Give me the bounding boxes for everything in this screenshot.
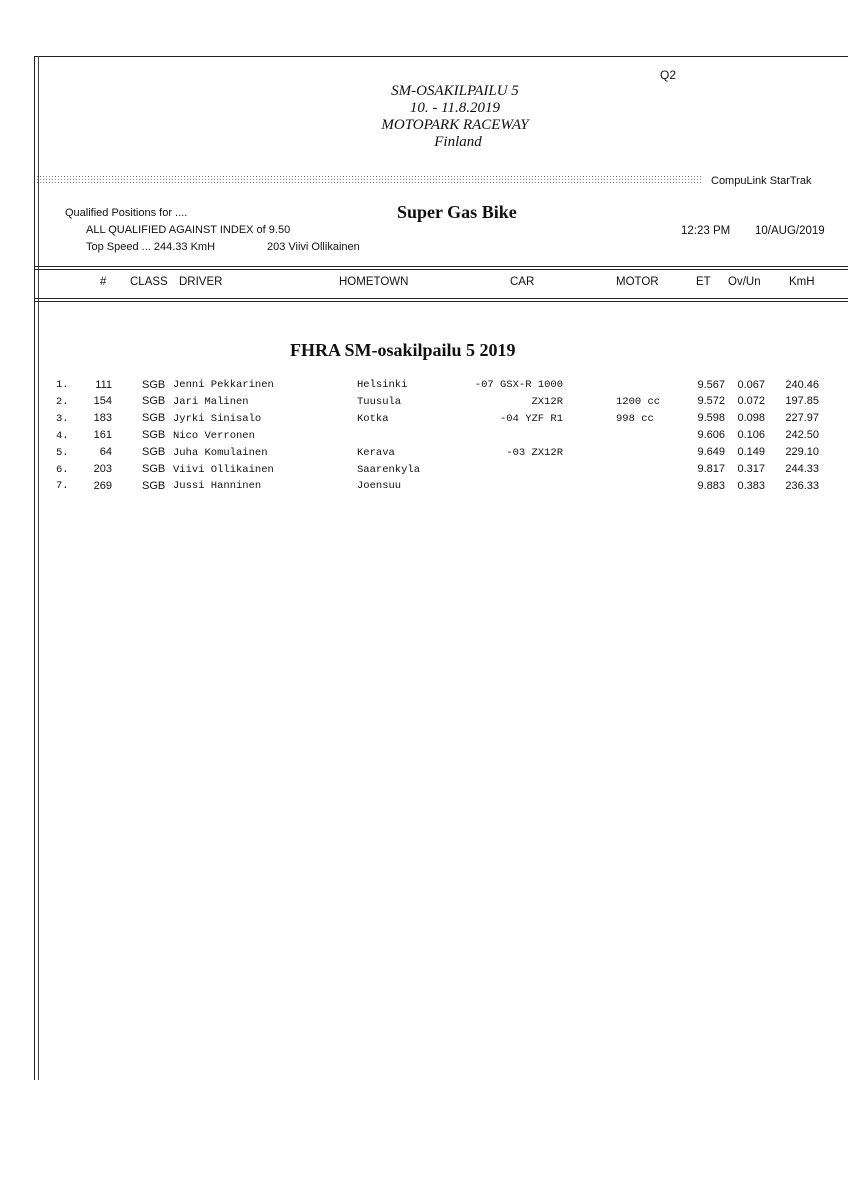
session-label: Q2 bbox=[660, 68, 677, 82]
row-kmh: 240.46 bbox=[785, 378, 819, 391]
row-number: 64 bbox=[99, 446, 112, 459]
class-title: Super Gas Bike bbox=[397, 202, 517, 222]
row-driver: Juha Komulainen bbox=[173, 446, 268, 459]
row-position: 5. bbox=[56, 446, 69, 459]
top-speed-driver: 203 Viivi Ollikainen bbox=[267, 241, 360, 253]
row-kmh: 229.10 bbox=[785, 446, 819, 459]
row-class: SGB bbox=[142, 446, 166, 459]
row-class: SGB bbox=[142, 463, 166, 475]
row-ovun: 0.106 bbox=[737, 429, 765, 442]
column-header-et: ET bbox=[696, 276, 711, 288]
header-rule-top bbox=[34, 266, 848, 267]
row-kmh: 236.33 bbox=[785, 479, 819, 492]
row-class: SGB bbox=[142, 429, 166, 442]
column-header-car: CAR bbox=[510, 276, 535, 288]
row-ovun: 0.072 bbox=[737, 395, 765, 408]
row-car: -03 ZX12R bbox=[506, 446, 563, 459]
row-et: 9.649 bbox=[697, 446, 725, 459]
qualified-positions-label: Qualified Positions for .... bbox=[65, 207, 188, 219]
row-position: 7. bbox=[56, 480, 69, 493]
row-position: 6. bbox=[56, 463, 69, 476]
row-driver: Nico Verronen bbox=[173, 429, 255, 442]
row-hometown: Tuusula bbox=[357, 395, 402, 408]
row-class: SGB bbox=[142, 378, 166, 391]
row-motor: 998 cc bbox=[616, 412, 654, 425]
column-header-class: CLASS bbox=[130, 276, 168, 288]
header-rule-bottom bbox=[34, 298, 848, 299]
row-car: ZX12R bbox=[531, 395, 563, 408]
row-hometown: Helsinki bbox=[357, 379, 408, 391]
row-driver: Jenni Pekkarinen bbox=[173, 379, 274, 391]
row-ovun: 0.149 bbox=[737, 446, 765, 459]
row-number: 161 bbox=[93, 429, 112, 442]
row-et: 9.567 bbox=[697, 378, 725, 391]
row-position: 2. bbox=[56, 395, 69, 408]
row-kmh: 197.85 bbox=[785, 395, 819, 408]
row-number: 111 bbox=[95, 378, 112, 391]
header-rule-top-inner bbox=[34, 269, 848, 270]
row-hometown: Saarenkyla bbox=[357, 463, 421, 476]
row-et: 9.817 bbox=[697, 463, 725, 475]
row-et: 9.572 bbox=[697, 395, 725, 408]
column-header-driver: DRIVER bbox=[179, 276, 223, 288]
row-ovun: 0.098 bbox=[737, 412, 765, 425]
row-number: 154 bbox=[93, 395, 112, 408]
column-header-number: # bbox=[100, 276, 107, 288]
dotted-separator bbox=[36, 175, 702, 185]
row-motor: 1200 cc bbox=[616, 395, 661, 408]
row-hometown: Kotka bbox=[357, 412, 389, 425]
row-hometown: Kerava bbox=[357, 446, 395, 459]
row-hometown: Joensuu bbox=[357, 480, 402, 493]
row-position: 4. bbox=[56, 429, 69, 442]
event-title: SM-OSAKILPAILU 5 bbox=[391, 83, 519, 99]
event-venue: MOTOPARK RACEWAY bbox=[381, 117, 529, 133]
row-et: 9.883 bbox=[697, 479, 725, 492]
row-et: 9.606 bbox=[697, 429, 725, 442]
report-time: 12:23 PM bbox=[681, 225, 731, 237]
row-driver: Jari Malinen bbox=[173, 395, 249, 408]
row-kmh: 242.50 bbox=[785, 429, 819, 442]
row-kmh: 244.33 bbox=[785, 463, 819, 475]
row-et: 9.598 bbox=[697, 412, 725, 425]
row-car: -07 GSX-R 1000 bbox=[474, 379, 563, 391]
section-title: FHRA SM-osakilpailu 5 2019 bbox=[290, 340, 516, 360]
row-number: 269 bbox=[93, 479, 112, 492]
row-position: 1. bbox=[56, 379, 69, 391]
row-class: SGB bbox=[142, 412, 166, 425]
top-speed-label: Top Speed ... 244.33 KmH bbox=[86, 241, 216, 253]
column-header-hometown: HOMETOWN bbox=[339, 276, 409, 288]
row-car: -04 YZF R1 bbox=[499, 412, 563, 425]
report-date: 10/AUG/2019 bbox=[755, 225, 825, 237]
row-driver: Jussi Hanninen bbox=[173, 480, 262, 493]
column-header-ovun: Ov/Un bbox=[728, 276, 761, 288]
row-driver: Viivi Ollikainen bbox=[173, 463, 274, 476]
row-driver: Jyrki Sinisalo bbox=[173, 412, 262, 425]
frame-top-border bbox=[34, 56, 848, 57]
row-ovun: 0.317 bbox=[737, 463, 765, 475]
frame-left-border-inner bbox=[38, 56, 39, 1080]
column-header-motor: MOTOR bbox=[616, 276, 659, 288]
row-class: SGB bbox=[142, 395, 166, 408]
system-label: CompuLink StarTrak bbox=[711, 175, 812, 187]
event-dates: 10. - 11.8.2019 bbox=[409, 100, 501, 116]
row-number: 203 bbox=[93, 463, 112, 475]
header-rule-bottom-inner bbox=[34, 301, 848, 302]
row-class: SGB bbox=[142, 479, 166, 492]
row-number: 183 bbox=[93, 412, 112, 425]
column-header-kmh: KmH bbox=[789, 276, 815, 288]
frame-left-border bbox=[34, 56, 35, 1080]
row-position: 3. bbox=[56, 412, 69, 425]
index-line: ALL QUALIFIED AGAINST INDEX of 9.50 bbox=[86, 224, 291, 236]
event-country: Finland bbox=[434, 134, 482, 150]
row-ovun: 0.067 bbox=[737, 378, 765, 391]
row-ovun: 0.383 bbox=[737, 479, 765, 492]
row-kmh: 227.97 bbox=[785, 412, 819, 425]
